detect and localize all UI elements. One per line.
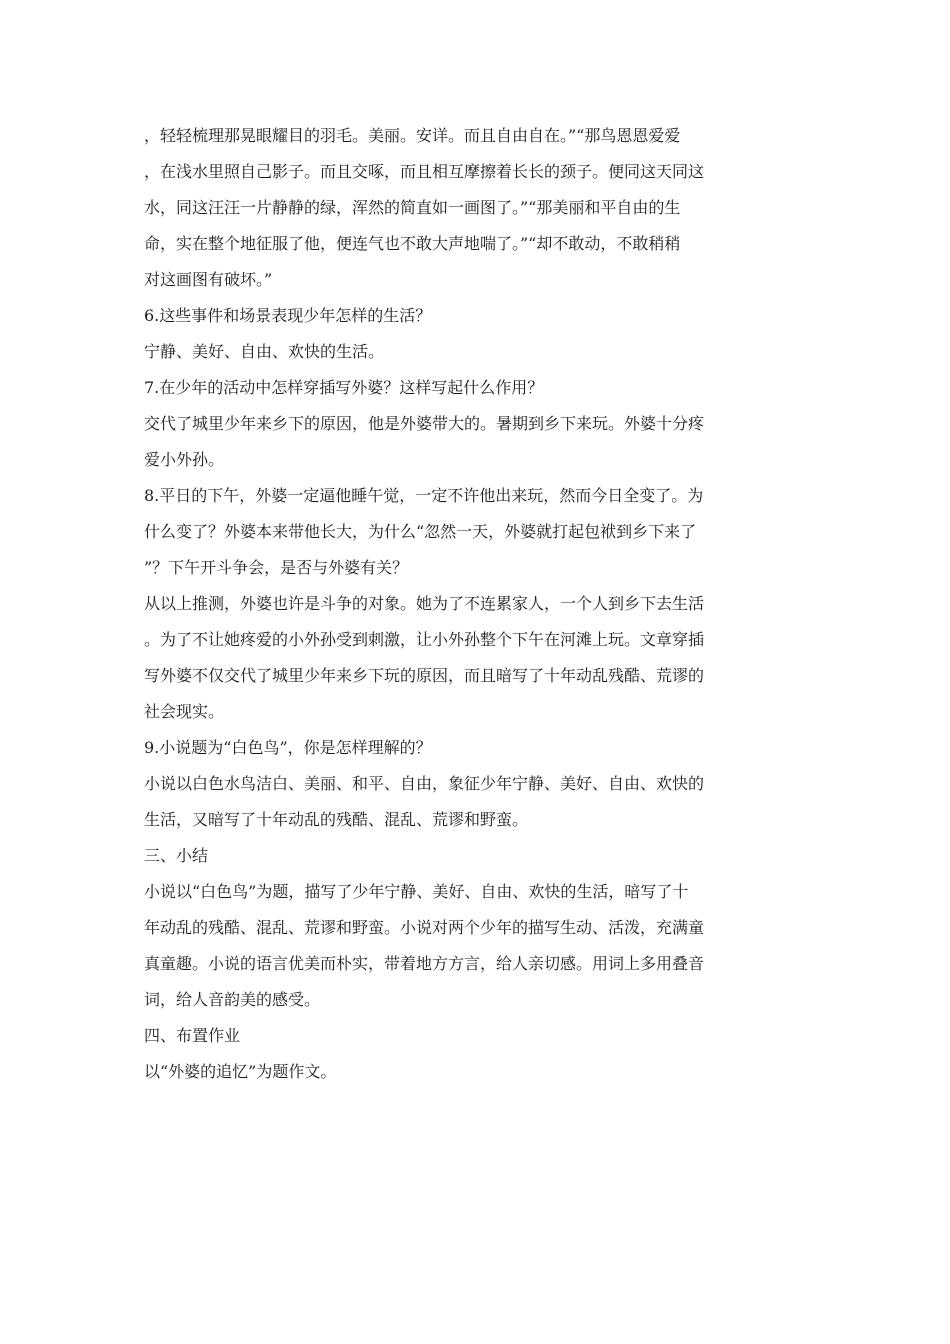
section-heading-summary: 三、小结	[144, 846, 209, 865]
document-body	[144, 118, 740, 1090]
answer-9: 生活，又暗写了十年动乱的残酷、混乱、荒谬和野蛮。	[144, 810, 529, 829]
section-heading-homework: 四、布置作业	[144, 1026, 241, 1045]
summary-text: 小说以“白色鸟”为题，描写了少年宁静、美好、自由、欢快的生活，暗写了十	[144, 882, 689, 901]
summary-text: 真童趣。小说的语言优美而朴实，带着地方方言，给人亲切感。用词上多用叠音	[144, 954, 705, 973]
answer-8: 社会现实。	[144, 702, 225, 721]
question-9: 9.小说题为“白色鸟”，你是怎样理解的？	[144, 738, 432, 757]
homework-text: 以“外婆的追忆”为题作文。	[144, 1062, 337, 1081]
text-line: 对这画图有破坏。”	[144, 270, 273, 289]
answer-9: 小说以白色水鸟洁白、美丽、和平、自由，象征少年宁静、美好、自由、欢快的	[144, 774, 705, 793]
answer-8: 写外婆不仅交代了城里少年来乡下玩的原因，而且暗写了十年动乱残酷、荒谬的	[144, 666, 705, 685]
answer-7: 交代了城里少年来乡下的原因，他是外婆带大的。暑期到乡下来玩。外婆十分疼	[144, 414, 705, 433]
answer-8: 。为了不让她疼爱的小外孙受到刺激，让小外孙整个下午在河滩上玩。文章穿插	[144, 630, 705, 649]
answer-8: 从以上推测，外婆也许是斗争的对象。她为了不连累家人，一个人到乡下去生活	[144, 594, 705, 613]
text-line: ，轻轻梳理那晃眼耀目的羽毛。美丽。安详。而且自由自在。”“那鸟恩恩爱爱	[144, 126, 681, 145]
text-line: 命，实在整个地征服了他，便连气也不敢大声地喘了。”“却不敢动，不敢稍稍	[144, 234, 681, 253]
summary-text: 年动乱的残酷、混乱、荒谬和野蛮。小说对两个少年的描写生动、活泼，充满童	[144, 918, 705, 937]
text-line: 水，同这汪汪一片静静的绿，浑然的简直如一画图了。”“那美丽和平自由的生	[144, 198, 681, 217]
text-line: ，在浅水里照自己影子。而且交啄，而且相互摩擦着长长的颈子。便同这天同这	[144, 162, 705, 181]
question-7: 7.在少年的活动中怎样穿插写外婆？这样写起什么作用？	[144, 378, 544, 397]
summary-text: 词，给人音韵美的感受。	[144, 990, 321, 1009]
question-8: 什么变了？外婆本来带他长大，为什么“忽然一天，外婆就打起包袱到乡下来了	[144, 522, 697, 541]
answer-7: 爱小外孙。	[144, 450, 225, 469]
answer-6: 宁静、美好、自由、欢快的生活。	[144, 342, 385, 361]
question-6: 6.这些事件和场景表现少年怎样的生活？	[144, 306, 432, 325]
question-8: ”？下午开斗争会，是否与外婆有关？	[144, 558, 409, 577]
question-8: 8.平日的下午，外婆一定逼他睡午觉，一定不许他出来玩，然而今日全变了。为	[144, 486, 704, 505]
